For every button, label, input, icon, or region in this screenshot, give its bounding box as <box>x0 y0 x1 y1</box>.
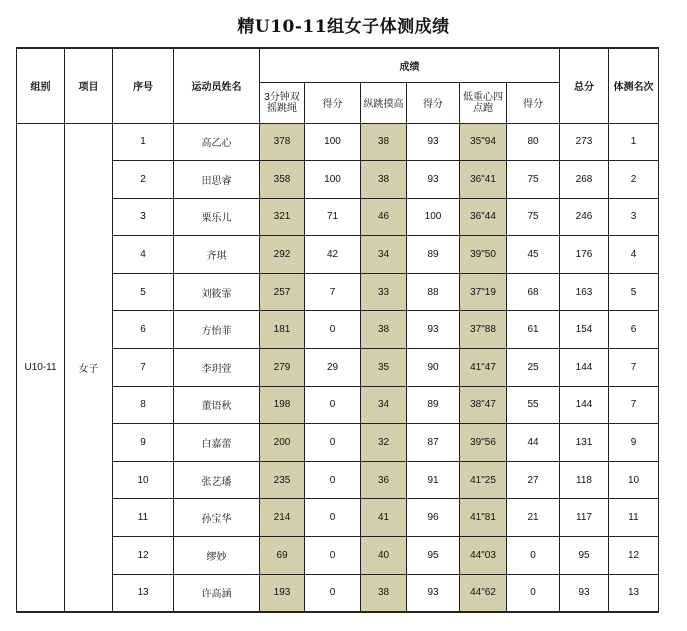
cell-run-score: 80 <box>507 123 560 161</box>
table-row <box>17 537 659 575</box>
cell-jump: 33 <box>361 273 407 311</box>
col-header-seq: 序号 <box>113 48 174 123</box>
cell-seq: 8 <box>113 386 174 424</box>
cell-athlete-name: 刘筱霏 <box>174 273 260 311</box>
cell-run-score: 0 <box>507 537 560 575</box>
cell-athlete-name: 缪妙 <box>174 537 260 575</box>
cell-seq: 7 <box>113 349 174 387</box>
table-row <box>17 273 659 311</box>
cell-total: 95 <box>560 537 609 575</box>
cell-jump: 38 <box>361 161 407 199</box>
cell-athlete-name: 方怡菲 <box>174 311 260 349</box>
cell-athlete-name: 田思睿 <box>174 161 260 199</box>
table-row <box>17 123 659 161</box>
cell-jump-score: 96 <box>407 499 460 537</box>
cell-seq: 3 <box>113 198 174 236</box>
cell-rank: 3 <box>609 198 659 236</box>
cell-run-score: 25 <box>507 349 560 387</box>
cell-jump-score: 93 <box>407 161 460 199</box>
cell-run: 37"19 <box>460 273 507 311</box>
cell-rank: 12 <box>609 537 659 575</box>
cell-rope-score: 29 <box>305 349 361 387</box>
cell-jump: 41 <box>361 499 407 537</box>
cell-jump-score: 88 <box>407 273 460 311</box>
cell-rank: 13 <box>609 574 659 612</box>
cell-total: 131 <box>560 424 609 462</box>
cell-group: U10-11 <box>17 123 65 612</box>
cell-rope: 69 <box>260 537 305 575</box>
cell-jump-score: 87 <box>407 424 460 462</box>
cell-rank: 6 <box>609 311 659 349</box>
cell-rope: 279 <box>260 349 305 387</box>
cell-run: 41"25 <box>460 461 507 499</box>
table-row <box>17 424 659 462</box>
cell-rank: 7 <box>609 349 659 387</box>
table-row <box>17 236 659 274</box>
header-row-1 <box>17 48 659 82</box>
cell-seq: 9 <box>113 424 174 462</box>
cell-seq: 6 <box>113 311 174 349</box>
cell-run-score: 55 <box>507 386 560 424</box>
cell-rope: 292 <box>260 236 305 274</box>
cell-rope: 378 <box>260 123 305 161</box>
cell-jump-score: 89 <box>407 236 460 274</box>
col-header-jump-score: 得分 <box>407 82 460 123</box>
cell-seq: 12 <box>113 537 174 575</box>
cell-run: 37"88 <box>460 311 507 349</box>
cell-athlete-name: 栗乐儿 <box>174 198 260 236</box>
col-header-item: 项目 <box>65 48 113 123</box>
cell-rope: 257 <box>260 273 305 311</box>
cell-run-score: 61 <box>507 311 560 349</box>
cell-rope: 235 <box>260 461 305 499</box>
cell-rope-score: 0 <box>305 311 361 349</box>
cell-rank: 5 <box>609 273 659 311</box>
cell-rope: 214 <box>260 499 305 537</box>
col-header-run: 低重心四点跑 <box>460 82 507 123</box>
table-row <box>17 161 659 199</box>
col-header-rope-score: 得分 <box>305 82 361 123</box>
cell-athlete-name: 许高涵 <box>174 574 260 612</box>
cell-seq: 4 <box>113 236 174 274</box>
cell-total: 117 <box>560 499 609 537</box>
cell-run-score: 45 <box>507 236 560 274</box>
cell-jump: 32 <box>361 424 407 462</box>
cell-rope: 198 <box>260 386 305 424</box>
cell-item: 女子 <box>65 123 113 612</box>
cell-seq: 1 <box>113 123 174 161</box>
cell-rope-score: 0 <box>305 424 361 462</box>
cell-rank: 2 <box>609 161 659 199</box>
cell-seq: 13 <box>113 574 174 612</box>
col-header-run-score: 得分 <box>507 82 560 123</box>
cell-run: 44"03 <box>460 537 507 575</box>
cell-jump: 34 <box>361 236 407 274</box>
table-row <box>17 386 659 424</box>
cell-run-score: 21 <box>507 499 560 537</box>
cell-jump: 40 <box>361 537 407 575</box>
page-title: 精U10-11组女子体测成绩 <box>237 17 450 37</box>
cell-jump: 38 <box>361 123 407 161</box>
cell-athlete-name: 孙宝华 <box>174 499 260 537</box>
cell-rope-score: 0 <box>305 537 361 575</box>
cell-rank: 7 <box>609 386 659 424</box>
cell-rope-score: 0 <box>305 461 361 499</box>
cell-rope: 321 <box>260 198 305 236</box>
cell-run: 38"47 <box>460 386 507 424</box>
cell-jump-score: 100 <box>407 198 460 236</box>
col-header-rank: 体测名次 <box>609 48 659 123</box>
cell-run: 44"62 <box>460 574 507 612</box>
cell-run-score: 44 <box>507 424 560 462</box>
cell-jump-score: 91 <box>407 461 460 499</box>
cell-rope-score: 100 <box>305 161 361 199</box>
cell-seq: 10 <box>113 461 174 499</box>
cell-total: 154 <box>560 311 609 349</box>
cell-jump: 35 <box>361 349 407 387</box>
cell-total: 176 <box>560 236 609 274</box>
col-header-group: 组别 <box>17 48 65 123</box>
cell-jump-score: 90 <box>407 349 460 387</box>
cell-jump-score: 89 <box>407 386 460 424</box>
cell-total: 246 <box>560 198 609 236</box>
cell-total: 273 <box>560 123 609 161</box>
cell-jump: 38 <box>361 311 407 349</box>
cell-run: 41"81 <box>460 499 507 537</box>
cell-run-score: 27 <box>507 461 560 499</box>
cell-seq: 5 <box>113 273 174 311</box>
cell-rank: 4 <box>609 236 659 274</box>
cell-jump-score: 93 <box>407 574 460 612</box>
table-row <box>17 349 659 387</box>
cell-seq: 11 <box>113 499 174 537</box>
cell-total: 144 <box>560 349 609 387</box>
cell-total: 144 <box>560 386 609 424</box>
cell-run: 36"44 <box>460 198 507 236</box>
cell-total: 93 <box>560 574 609 612</box>
col-header-name: 运动员姓名 <box>174 48 260 123</box>
cell-rank: 9 <box>609 424 659 462</box>
cell-rank: 10 <box>609 461 659 499</box>
cell-jump-score: 93 <box>407 123 460 161</box>
cell-rope: 193 <box>260 574 305 612</box>
col-header-scores: 成绩 <box>260 48 560 82</box>
cell-rope-score: 0 <box>305 386 361 424</box>
cell-rank: 1 <box>609 123 659 161</box>
cell-run: 39"56 <box>460 424 507 462</box>
cell-rope: 358 <box>260 161 305 199</box>
col-header-rope: 3分钟双摇跳绳 <box>260 82 305 123</box>
cell-rope-score: 0 <box>305 574 361 612</box>
table-row <box>17 461 659 499</box>
cell-jump: 36 <box>361 461 407 499</box>
cell-athlete-name: 董语秋 <box>174 386 260 424</box>
cell-run-score: 75 <box>507 198 560 236</box>
cell-athlete-name: 李玥萱 <box>174 349 260 387</box>
cell-rope: 200 <box>260 424 305 462</box>
cell-athlete-name: 齐琪 <box>174 236 260 274</box>
cell-jump: 38 <box>361 574 407 612</box>
col-header-jump: 纵跳摸高 <box>361 82 407 123</box>
col-header-total: 总分 <box>560 48 609 123</box>
cell-athlete-name: 白嘉蕾 <box>174 424 260 462</box>
cell-run: 39"50 <box>460 236 507 274</box>
cell-rope: 181 <box>260 311 305 349</box>
cell-rope-score: 100 <box>305 123 361 161</box>
cell-run: 36"41 <box>460 161 507 199</box>
cell-total: 118 <box>560 461 609 499</box>
cell-rope-score: 0 <box>305 499 361 537</box>
cell-jump: 46 <box>361 198 407 236</box>
cell-jump-score: 95 <box>407 537 460 575</box>
cell-rope-score: 7 <box>305 273 361 311</box>
cell-athlete-name: 高乙心 <box>174 123 260 161</box>
cell-seq: 2 <box>113 161 174 199</box>
cell-jump-score: 93 <box>407 311 460 349</box>
cell-athlete-name: 张艺璠 <box>174 461 260 499</box>
cell-total: 163 <box>560 273 609 311</box>
cell-run: 41"47 <box>460 349 507 387</box>
table-row <box>17 574 659 612</box>
table-row <box>17 198 659 236</box>
cell-total: 268 <box>560 161 609 199</box>
cell-run-score: 0 <box>507 574 560 612</box>
cell-rank: 11 <box>609 499 659 537</box>
results-table <box>16 47 659 613</box>
cell-rope-score: 71 <box>305 198 361 236</box>
cell-run-score: 68 <box>507 273 560 311</box>
cell-rope-score: 42 <box>305 236 361 274</box>
table-row <box>17 499 659 537</box>
cell-run: 35"94 <box>460 123 507 161</box>
table-row <box>17 311 659 349</box>
cell-jump: 34 <box>361 386 407 424</box>
cell-run-score: 75 <box>507 161 560 199</box>
